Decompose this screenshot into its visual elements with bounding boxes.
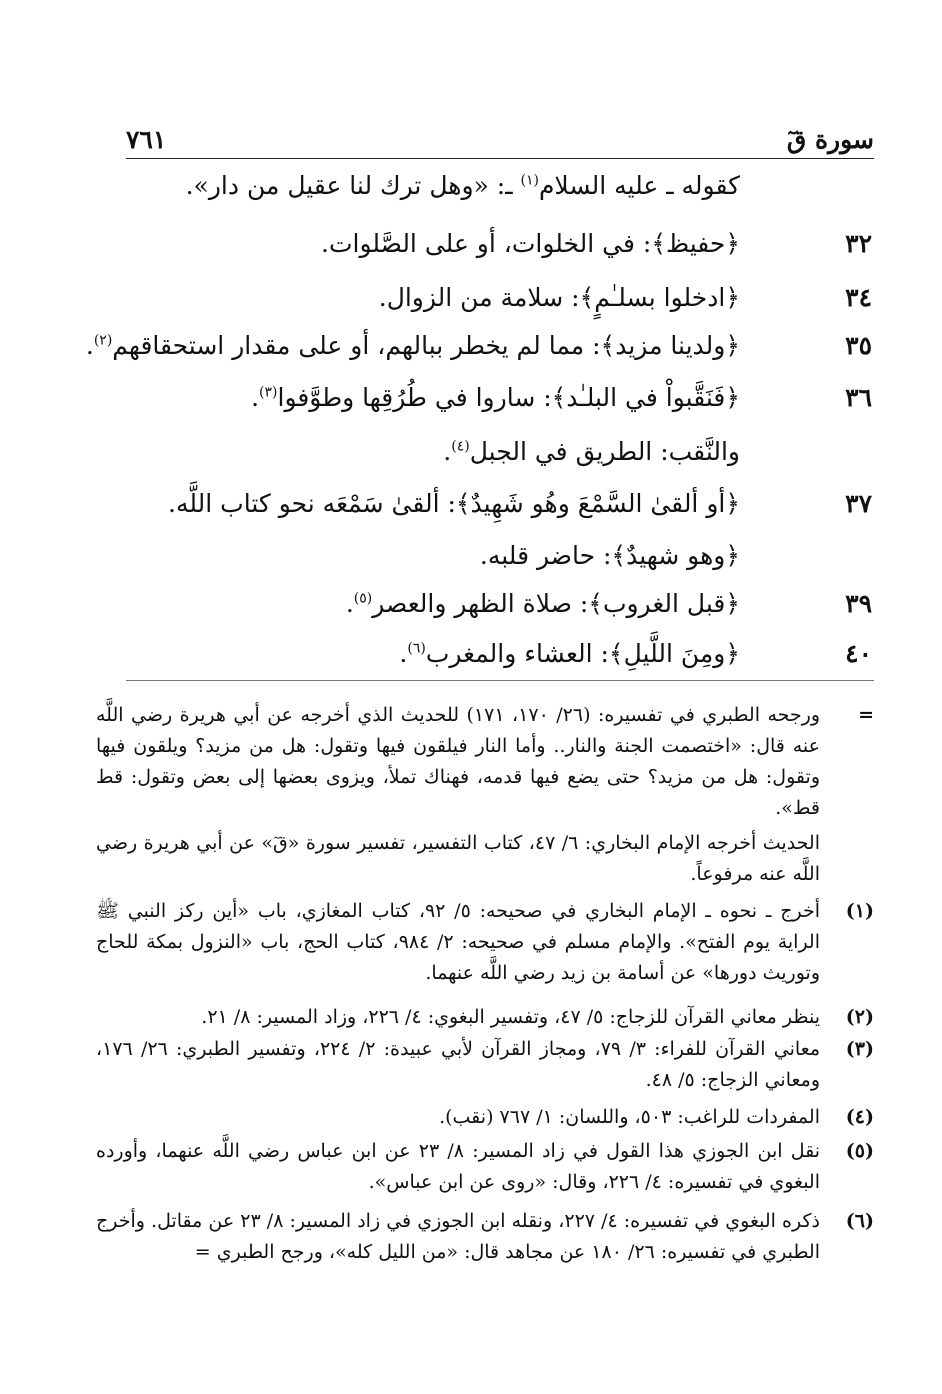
footnote-ref: (٦) xyxy=(407,640,426,657)
line-text: والنَّقب: الطريق في الجبل xyxy=(469,436,740,466)
footnote-text: ينظر معاني القرآن للزجاج: ٥/ ٤٧، وتفسير البغوي: ٤/ ٢٢٦، وزاد المسير: ٨/ ٢١. xyxy=(201,1006,820,1028)
footnote-text: المفردات للراغب: ٥٠٣، واللسان: ١/ ٧٦٧ (نقب). xyxy=(439,1106,820,1128)
line-text-end: . xyxy=(85,330,94,360)
footnote-ref: (٣) xyxy=(259,384,278,401)
footnote-mark: = xyxy=(858,704,874,726)
verse-number: ٣٢ xyxy=(845,228,872,258)
surah-title: سورة قٓ xyxy=(786,125,874,154)
footnote xyxy=(96,1206,874,1268)
footnote-text: الحديث أخرجه الإمام البخاري: ٦/ ٤٧، كتاب التفسير، تفسير سورة «قٓ» عن أبي هريرة رضي اللَّه عنه مرفوعاً. xyxy=(96,832,820,885)
line-text: ﴿حفيظ﴾: في الخلوات، أو على الصَّلوات. xyxy=(321,228,740,258)
footnote-mark: (١) xyxy=(845,900,874,922)
footnote xyxy=(96,1136,874,1198)
footnote-text: ذكره البغوي في تفسيره: ٤/ ٢٢٧، ونقله ابن الجوزي في زاد المسير: ٨/ ٢٣ عن مقاتل. وأخرج الطبري في تفسيره: ٢٦/ ١٨٠ عن مجاهد قال: «من الليل كله»، ورجح الطبري = xyxy=(96,1210,820,1263)
line-text-end: . xyxy=(251,382,260,412)
footnote-separator xyxy=(126,680,874,681)
main-line xyxy=(130,530,872,580)
footnote-text: نقل ابن الجوزي هذا القول في زاد المسير: ٨/ ٢٣ عن ابن عباس رضي اللَّه عنهما، وأورده البغوي في تفسيره: ٤/ ٢٢٦، وقال: «روى عن ابن عباس». xyxy=(96,1140,820,1193)
footnote-mark: (٦) xyxy=(845,1210,874,1232)
footnote-ref: (٥) xyxy=(353,590,373,607)
header-rule xyxy=(126,158,874,159)
line-text-end: ـ: «وهل ترك لنا عقيل من دار». xyxy=(185,170,521,200)
footnote-mark: (٤) xyxy=(845,1106,874,1128)
line-text: ﴿وهو شهيدٌ﴾: حاضر قلبه. xyxy=(479,540,740,570)
footnote-text: ورجحه الطبري في تفسيره: (٢٦/ ١٧٠، ١٧١) للحديث الذي أخرجه عن أبي هريرة رضي اللَّه عنه قال: «اختصمت الجنة والنار.. وأما النار فيلقون فيها وتقول: هل من مزيد؟ ويلقون فيها وتقول: هل من مزيد؟ حتى يضع فيها قدمه، فهناك تملأ، ويزوى بعضها إلى بعض وتقول: قط قط». xyxy=(96,704,821,819)
line-text: ﴿ادخلوا بسلـٰمٍ﴾: سلامة من الزوال. xyxy=(378,282,740,312)
verse-number: ٣٥ xyxy=(845,330,872,360)
line-text: ﴿ولدينا مزيد﴾: مما لم يخطر ببالهم، أو على مقدار استحقاقهم xyxy=(112,330,740,360)
page-number: ٧٦١ xyxy=(126,125,167,154)
main-line xyxy=(130,578,872,628)
page-header xyxy=(126,118,874,154)
line-text-end: . xyxy=(443,436,452,466)
main-line xyxy=(85,320,872,370)
line-text-end: . xyxy=(399,638,408,668)
verse-number: ٣٦ xyxy=(845,382,872,412)
verse-number: ٤٠ xyxy=(845,638,872,668)
line-text: كقوله ـ عليه السلام xyxy=(538,170,740,200)
line-text: ﴿قبل الغروب﴾: صلاة الظهر والعصر xyxy=(372,588,740,618)
footnote xyxy=(96,700,874,824)
line-text: ﴿أو ألقىٰ السَّمْعَ وهُو شَهِيدٌ﴾: ألقىٰ سَمْعَه نحو كتاب اللَّه. xyxy=(168,488,740,518)
footnote xyxy=(96,896,874,989)
main-line xyxy=(130,160,872,210)
footnote xyxy=(96,1034,874,1096)
footnote-text: أخرج ـ نحوه ـ الإمام البخاري في صحيحه: ٥/ ٩٢، كتاب المغازي، باب «أين ركز النبي ﷺ الراية يوم الفتح». والإمام مسلم في صحيحه: ٢/ ٩٨٤، كتاب الحج، باب «النزول بمكة للحاج وتوريث دورها» عن أسامة بن زيد رضي اللَّه عنهما. xyxy=(96,900,820,984)
footnote xyxy=(96,828,874,890)
footnote-ref: (١) xyxy=(520,172,539,189)
main-line xyxy=(130,426,872,476)
footnote-mark: (٥) xyxy=(845,1140,874,1162)
footnote-text: معاني القرآن للفراء: ٣/ ٧٩، ومجاز القرآن لأبي عبيدة: ٢/ ٢٢٤، وتفسير الطبري: ٢٦/ ١٧٦، ومعاني الزجاج: ٥/ ٤٨. xyxy=(96,1038,821,1091)
verse-number: ٣٤ xyxy=(845,282,872,312)
main-line xyxy=(130,218,872,268)
footnote xyxy=(96,1002,874,1033)
footnote xyxy=(96,1102,874,1133)
footnote-ref: (٤) xyxy=(451,438,470,455)
footnote-ref: (٢) xyxy=(93,332,113,349)
verse-number: ٣٩ xyxy=(845,588,872,618)
main-line xyxy=(130,478,872,528)
footnote-mark: (٣) xyxy=(845,1038,874,1060)
main-line xyxy=(130,272,872,322)
main-line xyxy=(130,628,872,678)
line-text-end: . xyxy=(345,588,354,618)
main-line xyxy=(130,372,872,422)
footnote-mark: (٢) xyxy=(845,1006,874,1028)
line-text: ﴿ومِنَ اللَّيلِ﴾: العشاء والمغرب xyxy=(425,638,740,668)
line-text: ﴿فَنَقَّبواْ في البلـٰد﴾: ساروا في طُرُقِها وطوَّفوا xyxy=(277,382,740,412)
verse-number: ٣٧ xyxy=(845,488,872,518)
